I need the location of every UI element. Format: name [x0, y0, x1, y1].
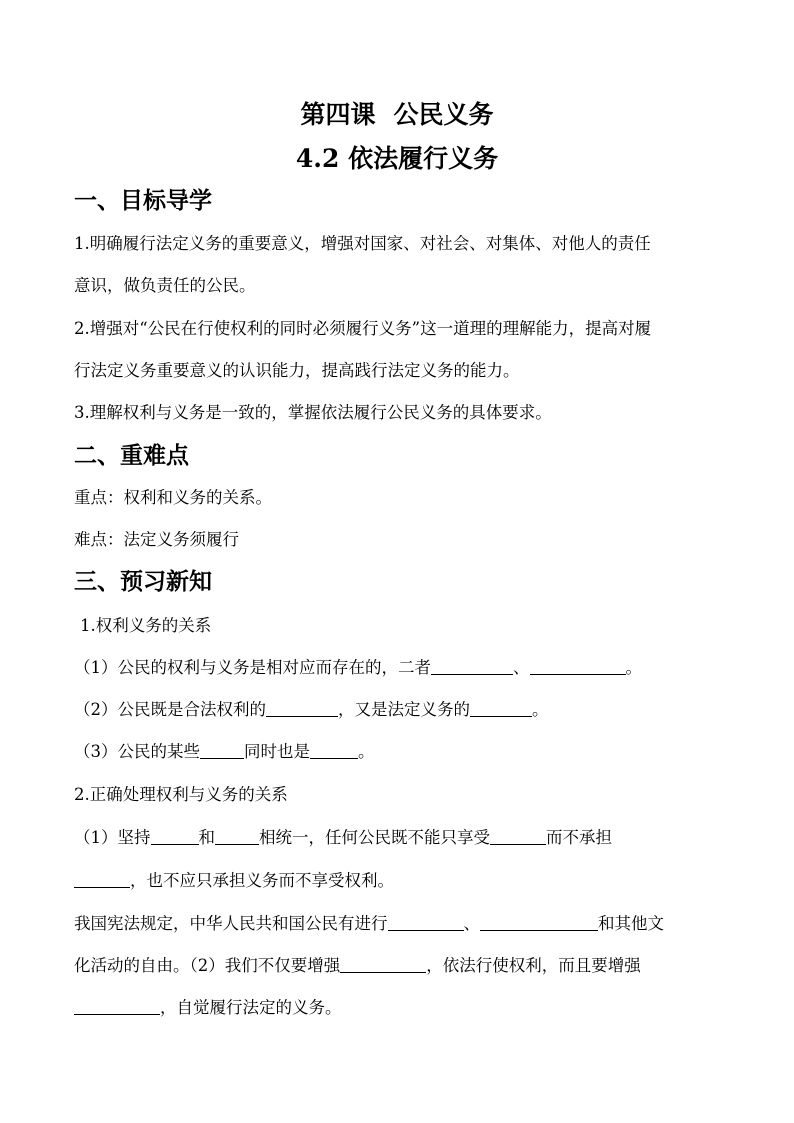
- question-1-3: （3）公民的某些 同时也是 。: [74, 742, 375, 761]
- lesson-title: [0, 98, 794, 132]
- question-1-2: （2）公民既是合法权利的 ，又是法定义务的 。: [74, 700, 549, 719]
- fill-blank[interactable]: [310, 742, 358, 759]
- fill-blank[interactable]: [530, 658, 626, 675]
- question-2-2-line-2: 化活动的自由。（2）我们不仅要增强 ，依法行使权利，而且要增强: [74, 956, 641, 975]
- fill-blank[interactable]: [490, 828, 546, 845]
- fill-blank[interactable]: [215, 828, 259, 845]
- fill-blank[interactable]: [74, 998, 160, 1015]
- goal-1-line-2: 意识，做负责任的公民。: [74, 276, 256, 295]
- goal-2-line-2: 行法定义务重要意义的认识能力，提高践行法定义务的能力。: [74, 361, 520, 380]
- question-1-title: 1.权利义务的关系: [80, 616, 212, 635]
- section-heading-goals: 一、目标导学: [74, 187, 212, 214]
- lesson-subtitle: 4.2 依法履行义务: [295, 144, 499, 173]
- section-heading-key-points: 二、重难点: [74, 442, 189, 469]
- difficult-point: 难点：法定义务须履行: [74, 530, 239, 549]
- question-1-1: （1）公民的权利与义务是相对应而存在的，二者 、 。: [74, 658, 642, 677]
- fill-blank[interactable]: [388, 914, 464, 931]
- goal-2-line-1: 2.增强对“公民在行使权利的同时必须履行义务”这一道理的理解能力，提高对履: [74, 319, 652, 338]
- goal-3: 3.理解权利与义务是一致的，掌握依法履行公民义务的具体要求。: [74, 403, 552, 422]
- fill-blank[interactable]: [480, 914, 598, 931]
- fill-blank[interactable]: [200, 742, 244, 759]
- question-2-title: 2.正确处理权利与义务的关系: [74, 785, 288, 804]
- fill-blank[interactable]: [74, 871, 130, 888]
- fill-blank[interactable]: [340, 956, 426, 973]
- fill-blank[interactable]: [470, 700, 532, 717]
- key-point: 重点：权利和义务的关系。: [74, 488, 272, 507]
- section-heading-preview: 三、预习新知: [74, 568, 212, 595]
- question-2-2-line-1: 我国宪法规定，中华人民共和国公民有进行 、 和其他文: [74, 914, 664, 933]
- fill-blank[interactable]: [151, 828, 199, 845]
- goal-1-line-1: 1.明确履行法定义务的重要意义，增强对国家、对社会、对集体、对他人的责任: [74, 234, 651, 253]
- question-2-1-line-1: （1）坚持 和 相统一，任何公民既不能只享受 而不承担: [74, 828, 612, 847]
- fill-blank[interactable]: [431, 658, 513, 675]
- lesson-number: 第四课: [300, 100, 376, 129]
- question-2-1-line-2: ，也不应只承担义务而不享受权利。: [74, 869, 724, 893]
- fill-blank[interactable]: [266, 700, 338, 717]
- unit-name: 公民义务: [393, 100, 494, 129]
- question-2-2-line-3: ，自觉履行法定的义务。: [74, 996, 724, 1020]
